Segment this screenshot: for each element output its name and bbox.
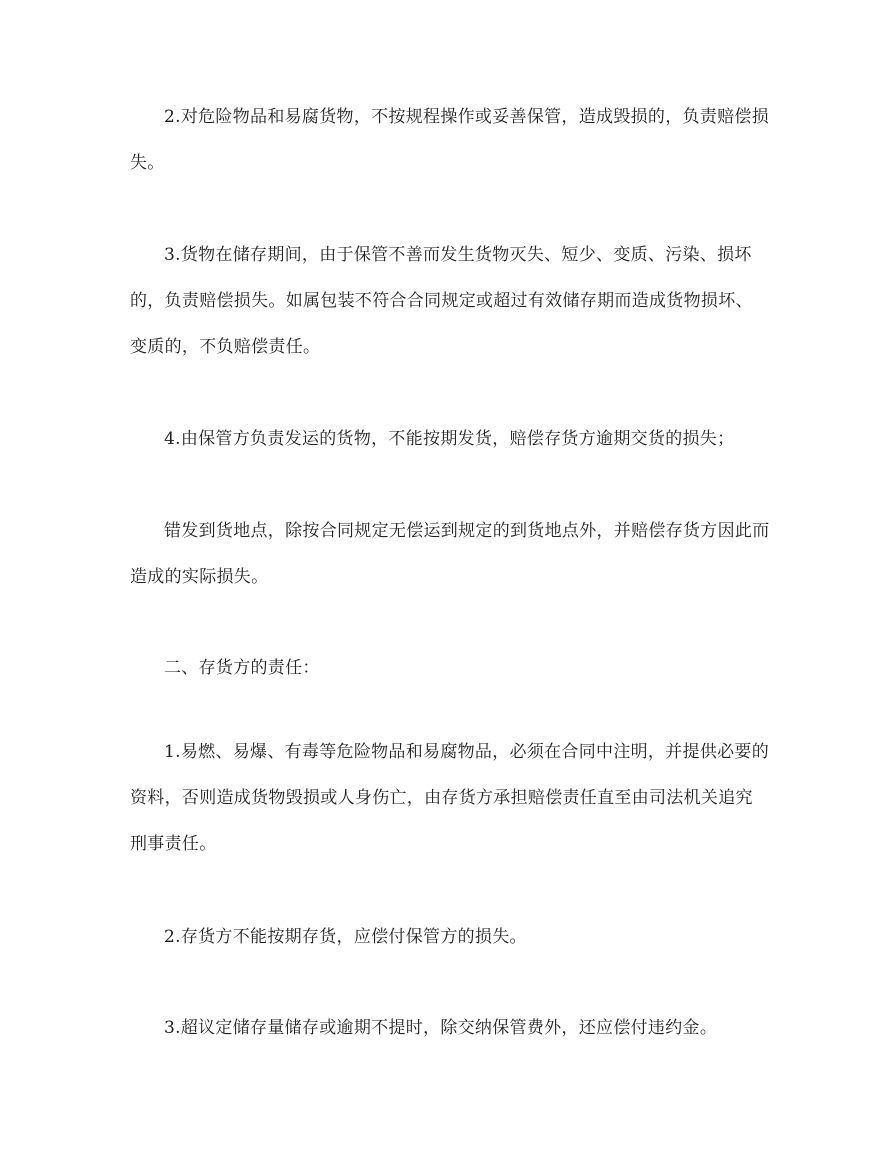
paragraph-excess-storage-penalty: 3.超议定储存量储存或逾期不提时，除交纳保管费外，还应偿付违约金。 [164,1018,718,1038]
paragraph-misdelivery-liability: 错发到货地点，除按合同规定无偿运到规定的到货地点外，并赔偿存货方因此而造成的实际损失。 [130,521,770,587]
section-heading-depositor-responsibility: 二、存货方的责任： [164,658,320,678]
paragraph-shipping-delay-liability: 4.由保管方负责发运的货物，不能按期发货，赔偿存货方逾期交货的损失； [164,429,735,449]
paragraph-dangerous-goods-declaration: 1.易燃、易爆、有毒等危险物品和易腐物品，必须在合同中注明，并提供必要的资料，否则造成货物毁损或人身伤亡，由存货方承担赔偿责任直至由司法机关追究刑事责任。 [130,742,770,854]
paragraph-storage-loss-liability: 3.货物在储存期间，由于保管不善而发生货物灭失、短少、变质、污染、损坏的，负责赔偿损失。如属包装不符合合同规定或超过有效储存期而造成货物损坏、变质的，不负赔偿责任。 [130,245,753,357]
paragraph-hazardous-goods-liability: 2.对危险物品和易腐货物，不按规程操作或妥善保管，造成毁损的，负责赔偿损失。 [130,107,770,173]
paragraph-late-deposit-compensation: 2.存货方不能按期存货，应偿付保管方的损失。 [164,927,527,947]
